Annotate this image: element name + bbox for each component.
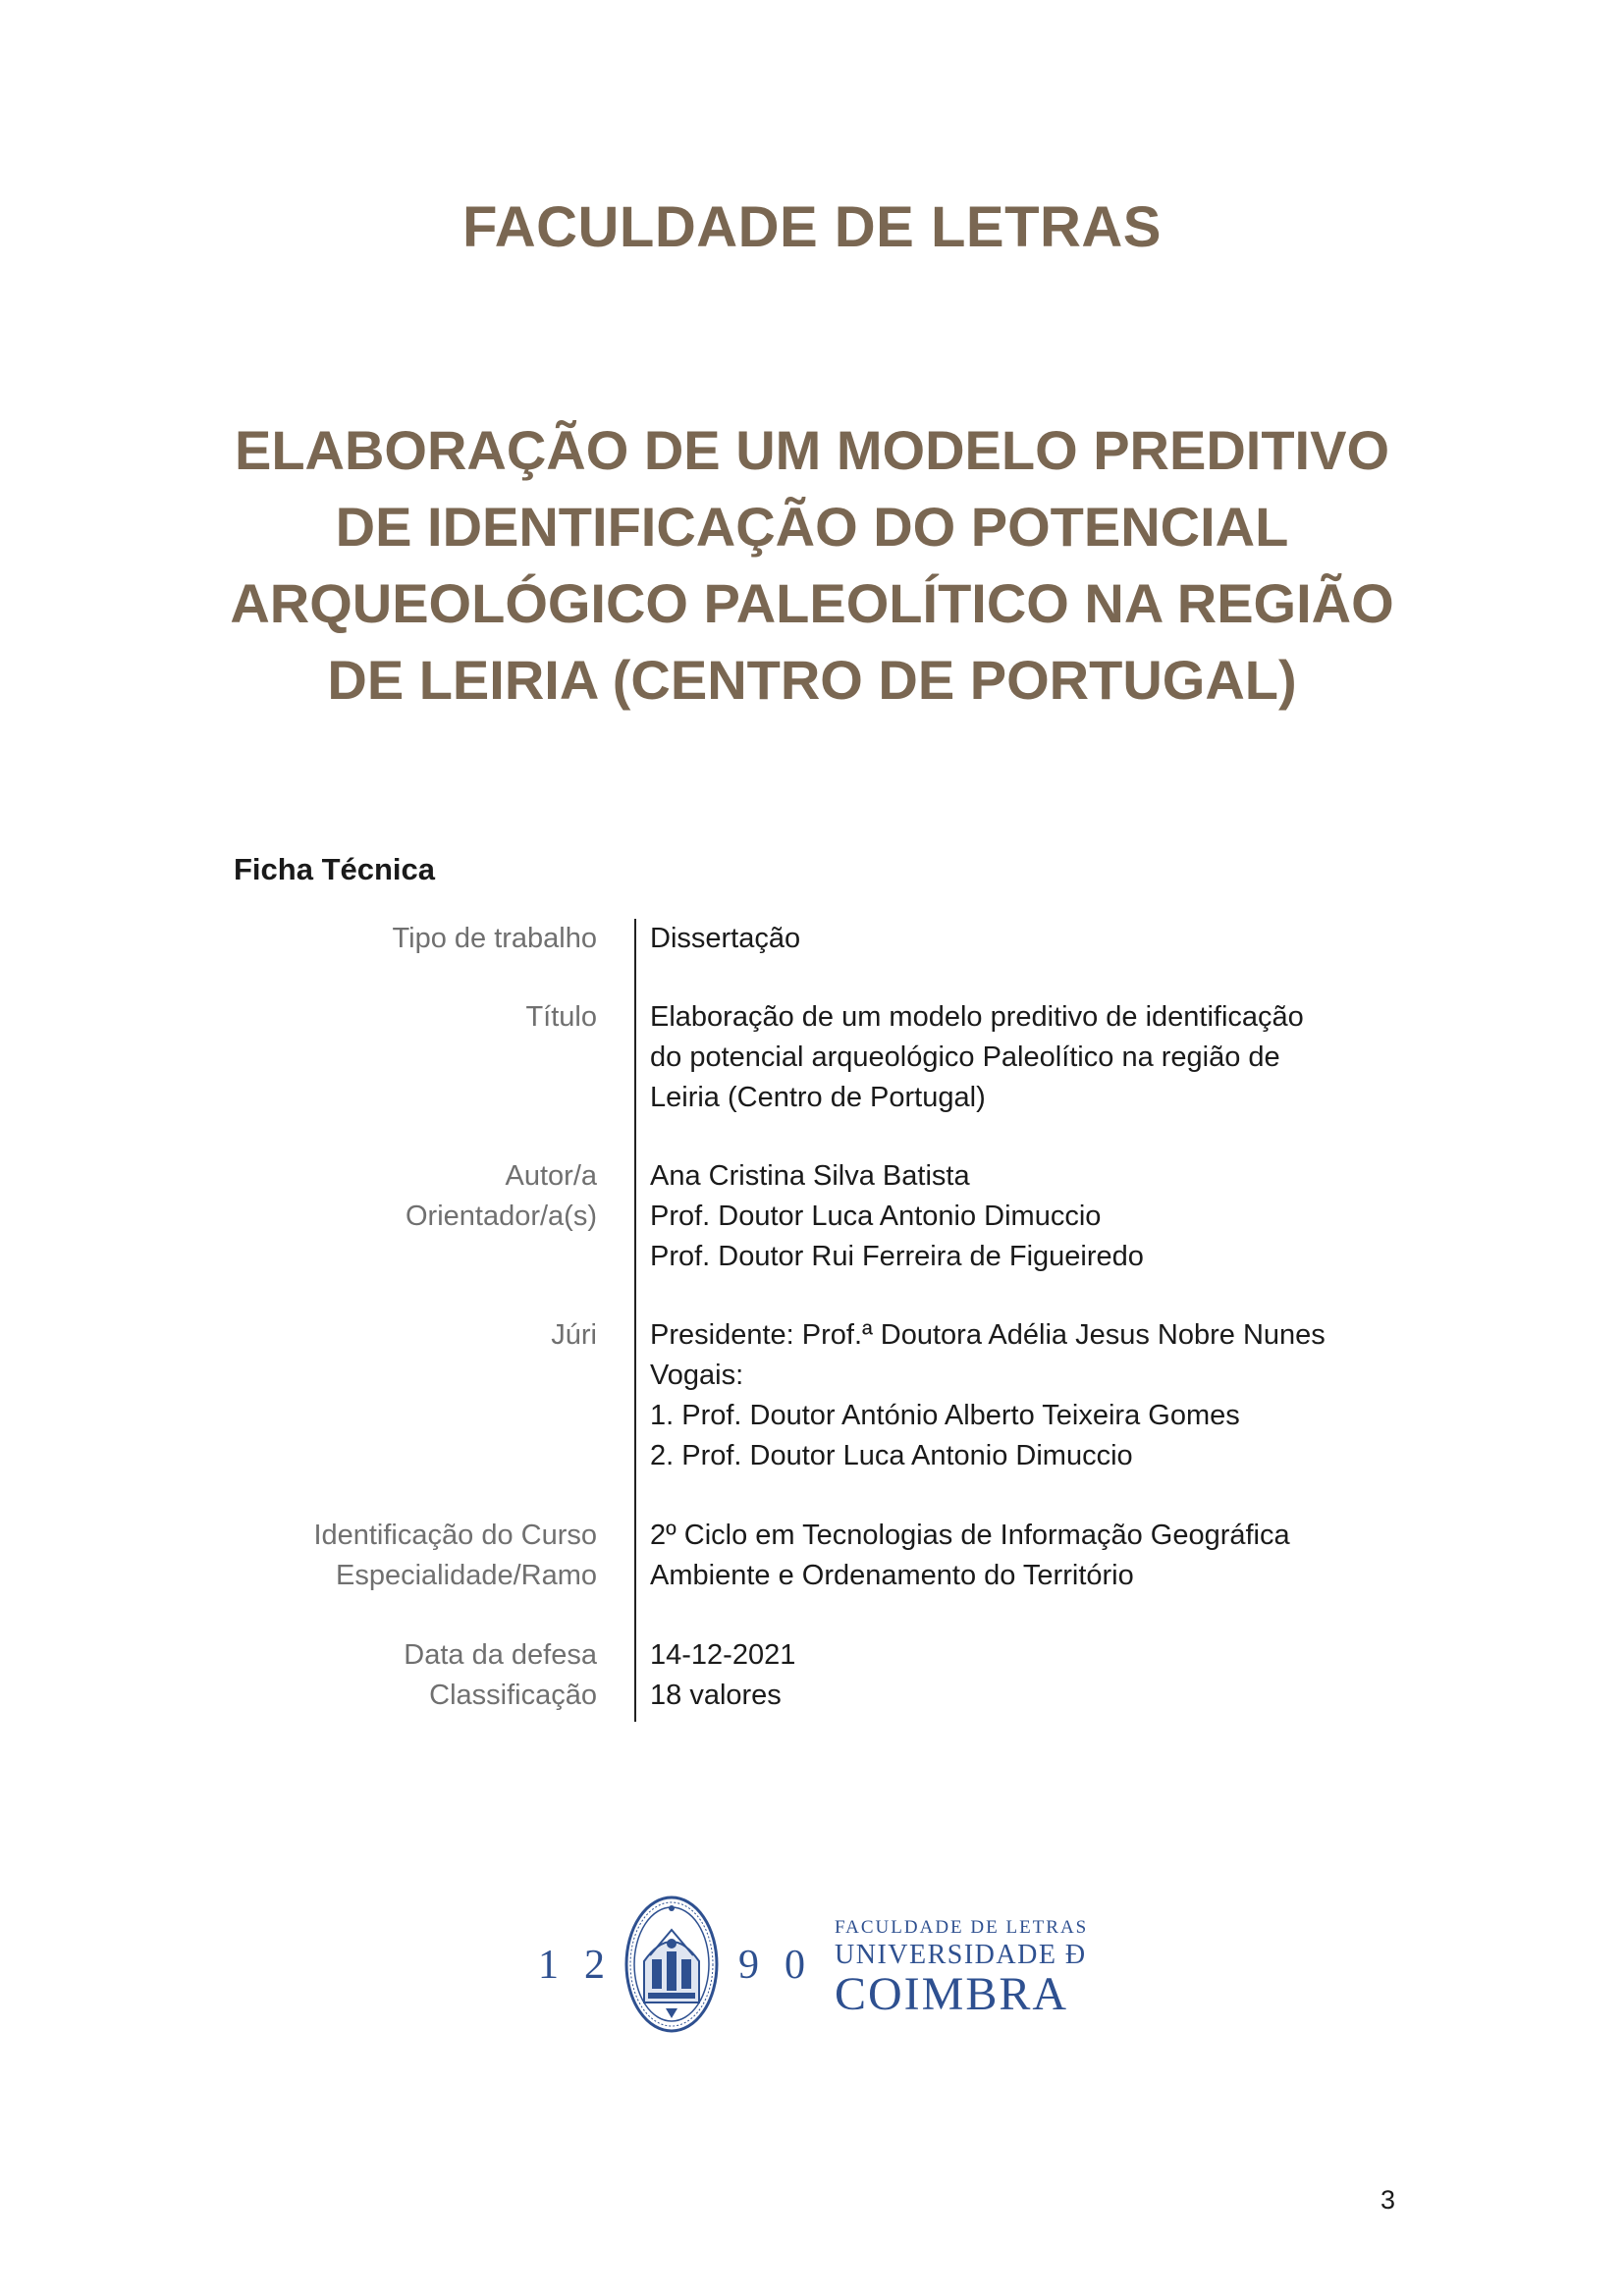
thesis-title-line: DE LEIRIA (CENTRO DE PORTUGAL) — [327, 649, 1297, 711]
ficha-label-line: Classificação — [429, 1680, 597, 1711]
logo-city-text: COIMBRA — [835, 1968, 1069, 2020]
thesis-title-line: ELABORAÇÃO DE UM MODELO PREDITIVO — [234, 419, 1390, 481]
ficha-label-line: Título — [525, 1001, 597, 1033]
ficha-value-line: 2º Ciclo em Tecnologias de Informação Geográfica — [650, 1520, 1290, 1551]
ficha-value-line: 1. Prof. Doutor António Alberto Teixeira Gomes — [650, 1400, 1240, 1431]
ficha-label — [106, 919, 597, 959]
ficha-label — [106, 1315, 597, 1356]
ficha-label-line: Especialidade/Ramo — [336, 1560, 597, 1591]
ficha-value-line: Elaboração de um modelo preditivo de identificação — [650, 1001, 1304, 1033]
ficha-label-line: Data da defesa — [404, 1639, 597, 1671]
ficha-value-line: Prof. Doutor Luca Antonio Dimuccio — [650, 1201, 1102, 1232]
logo-year-left: 12 — [538, 1943, 630, 1988]
ficha-value — [650, 1516, 1435, 1596]
thesis-title-line: ARQUEOLÓGICO PALEOLÍTICO NA REGIÃO — [230, 572, 1394, 634]
ficha-tecnica-heading: Ficha Técnica — [234, 852, 436, 886]
ficha-label — [106, 997, 597, 1038]
logo-faculty-text: FACULDADE DE LETRAS — [835, 1917, 1089, 1938]
ficha-value-line: do potencial arqueológico Paleolítico na região de — [650, 1041, 1280, 1073]
ficha-value-line: Prof. Doutor Rui Ferreira de Figueiredo — [650, 1241, 1144, 1272]
ficha-label-line: Júri — [551, 1319, 597, 1351]
ficha-label — [106, 1635, 597, 1716]
ficha-label-line: Identificação do Curso — [313, 1520, 597, 1551]
ficha-label — [106, 1156, 597, 1237]
ficha-value — [650, 1315, 1435, 1476]
page-number: 3 — [1380, 2185, 1396, 2215]
ficha-label-line: Orientador/a(s) — [405, 1201, 597, 1232]
ficha-value-line: Vogais: — [650, 1360, 744, 1391]
ficha-label-line: Tipo de trabalho — [392, 923, 597, 954]
ficha-value-line: 18 valores — [650, 1680, 782, 1711]
logo-year-right: 90 — [738, 1943, 831, 1988]
thesis-title-line: DE IDENTIFICAÇÃO DO POTENCIAL — [335, 496, 1289, 558]
thesis-title — [0, 412, 1624, 719]
ficha-value — [650, 997, 1435, 1118]
university-logo — [538, 1893, 1108, 2036]
faculty-heading: FACULDADE DE LETRAS — [462, 195, 1162, 259]
ficha-value-line: Ana Cristina Silva Batista — [650, 1160, 970, 1192]
ficha-value-line: 14-12-2021 — [650, 1639, 796, 1671]
ficha-label-line: Autor/a — [505, 1160, 597, 1192]
ficha-value — [650, 919, 1435, 959]
ficha-divider — [634, 919, 636, 1722]
logo-university-text: UNIVERSIDADE Ð — [835, 1940, 1087, 1970]
university-seal-icon — [623, 1893, 721, 2036]
ficha-value — [650, 1635, 1435, 1716]
ficha-value-line: Ambiente e Ordenamento do Território — [650, 1560, 1134, 1591]
ficha-label — [106, 1516, 597, 1596]
ficha-value-line: Dissertação — [650, 923, 801, 954]
ficha-value-line: Presidente: Prof.ª Doutora Adélia Jesus Nobre Nunes — [650, 1319, 1326, 1351]
ficha-value-line: 2. Prof. Doutor Luca Antonio Dimuccio — [650, 1440, 1133, 1471]
ficha-value-line: Leiria (Centro de Portugal) — [650, 1082, 986, 1113]
logo-wordmark — [835, 1916, 1088, 2018]
ficha-value — [650, 1156, 1435, 1277]
